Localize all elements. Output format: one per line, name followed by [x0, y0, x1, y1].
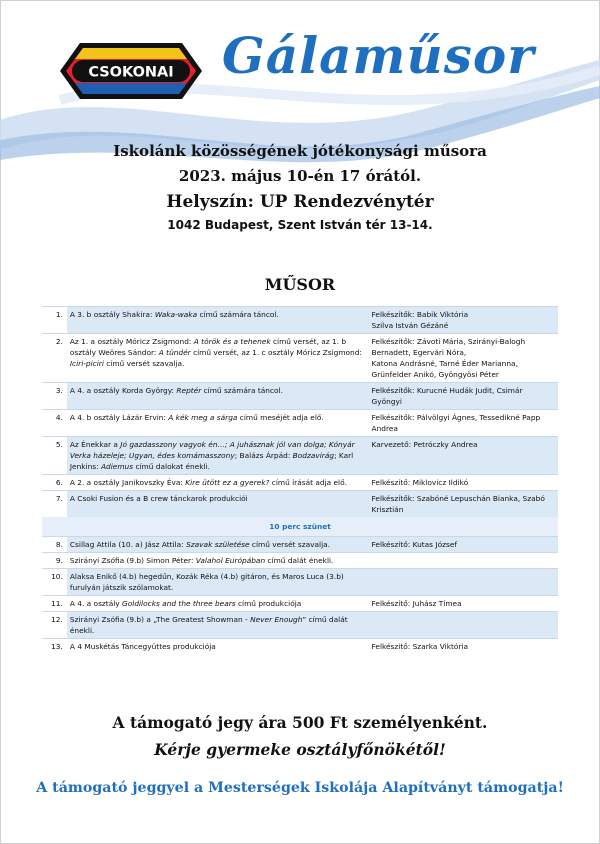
work-title: Never Enough — [250, 615, 303, 624]
description-text: Alaksa Enikő (4.b) hegedűn, Kozák Réka (4.b) gitáron, és Maros Luca (3.b) furulyán játszik szólamokat. — [69, 572, 344, 592]
program-staff: Felkészítők: Babik Viktória Szilva István Gézáné — [369, 307, 558, 334]
description-text: című produkciója — [235, 599, 302, 608]
program-description — [67, 475, 369, 491]
work-title: ; A juhásznak jól van dolga; Kónyár Verka házeleje; Ugyan, édes komámasszony — [69, 440, 355, 460]
description-text: című írását adja elő. — [269, 478, 347, 487]
description-text: című dalát énekli. — [265, 556, 334, 565]
program-staff: Felkészítő: Szarka Viktória — [369, 639, 558, 655]
program-number: 11. — [42, 596, 67, 612]
program-row — [42, 537, 558, 553]
program-number: 4. — [42, 410, 67, 437]
description-text: című meséjét adja elő. — [237, 413, 324, 422]
program-description — [67, 537, 369, 553]
program-table — [42, 306, 558, 654]
description-text: című versét szavalja. — [103, 359, 185, 368]
work-title: Goldilocks and the three bears — [122, 599, 236, 608]
description-text: Az Énekkar a — [69, 440, 121, 449]
program-staff: Felkészítők: Závoti Mária, Szirányi-Balogh Bernadett, Egervári Nóra, Katona Andrásné, Tarné Éder Marianna, Grünfelder Anikó, Gyöngyösi Péter — [369, 334, 558, 383]
program-row — [42, 553, 558, 569]
work-title: Valahol Európában — [195, 556, 266, 565]
program-row — [42, 596, 558, 612]
program-number: 13. — [42, 639, 67, 655]
intro-line-2: 2023. május 10-én 17 órától. — [178, 167, 422, 185]
program-description — [67, 437, 369, 475]
page-title: Gálaműsor — [222, 26, 535, 85]
description-text: című számára táncol. — [197, 310, 279, 319]
description-text: Az 1. a osztály Móricz Zsigmond: — [69, 337, 194, 346]
program-staff: Karvezető: Petróczky Andrea — [369, 437, 558, 475]
program-description — [67, 612, 369, 639]
intermission-label: 10 perc szünet — [42, 517, 558, 537]
work-title: A tündér — [158, 348, 191, 357]
description-text: Szirányi Zsófia (9.b) Simon Péter: — [69, 556, 196, 565]
program-number: 6. — [42, 475, 67, 491]
work-title: Reptér — [176, 386, 202, 395]
program-number: 1. — [42, 307, 67, 334]
ticket-price: A támogató jegy ára 500 Ft személyenként. — [112, 713, 488, 732]
logo-text: CSOKONAI — [88, 64, 174, 81]
program-number: 2. — [42, 334, 67, 383]
description-text: Szirányi Zsófia (9.b) a „The Greatest Showman - — [69, 615, 251, 624]
program-number: 7. — [42, 491, 67, 518]
program-staff: Felkészítő: Miklovicz Ildikó — [369, 475, 558, 491]
program-description — [67, 639, 369, 655]
intro-line-1: Iskolánk közösségének jótékonysági műsora — [113, 142, 487, 160]
program-description — [67, 410, 369, 437]
csokonai-logo — [50, 38, 212, 104]
program-number: 12. — [42, 612, 67, 639]
program-staff — [369, 612, 558, 639]
description-text: című versét szavalja. — [249, 540, 331, 549]
description-text: A 2. a osztály Janikovszky Éva: — [69, 478, 186, 487]
work-title: Iciri-piciri — [69, 359, 104, 368]
program-row — [42, 639, 558, 655]
intermission-row — [42, 517, 558, 537]
program-description — [67, 307, 369, 334]
program-number: 3. — [42, 383, 67, 410]
program-description — [67, 491, 369, 518]
description-text: ” című dalát énekli. — [69, 615, 348, 635]
program-description — [67, 553, 369, 569]
program-staff — [369, 569, 558, 596]
program-row — [42, 569, 558, 596]
description-text: című dalokat énekli. — [133, 462, 211, 471]
program-number: 9. — [42, 553, 67, 569]
work-title: Adiemus — [101, 462, 134, 471]
work-title: A kék meg a sárga — [168, 413, 238, 422]
program-row — [42, 491, 558, 518]
section-title: MŰSOR — [264, 275, 336, 294]
program-description — [67, 596, 369, 612]
description-text: című számára táncol. — [201, 386, 283, 395]
program-row — [42, 383, 558, 410]
program-row — [42, 307, 558, 334]
description-text: A 3. b osztály Shakira: — [69, 310, 155, 319]
intro-address: 1042 Budapest, Szent István tér 13-14. — [167, 218, 433, 232]
program-staff — [369, 553, 558, 569]
program-staff: Felkészítők: Kurucné Hudák Judit, Csimár Gyöngyi — [369, 383, 558, 410]
program-description — [67, 383, 369, 410]
work-title: Kire ütött ez a gyerek? — [185, 478, 270, 487]
ticket-instruction: Kérje gyermeke osztályfőnökétől! — [154, 740, 446, 759]
work-title: Jó gazdasszony vagyok én… — [120, 440, 225, 449]
work-title: Bodzavirág — [292, 451, 335, 460]
program-row — [42, 334, 558, 383]
program-staff: Felkészítők: Pálvölgyi Ágnes, Tessedikné Papp Andrea — [369, 410, 558, 437]
program-row — [42, 475, 558, 491]
program-description — [67, 334, 369, 383]
program-staff: Felkészítő: Juhász Tímea — [369, 596, 558, 612]
work-title: A török és a tehenek — [193, 337, 271, 346]
program-description — [67, 569, 369, 596]
intro-location: Helyszín: UP Rendezvénytér — [166, 192, 434, 212]
program-number: 5. — [42, 437, 67, 475]
program-row — [42, 437, 558, 475]
description-text: ; Balázs Árpád: — [234, 451, 293, 460]
description-text: A 4. a osztály Korda György: — [69, 386, 177, 395]
description-text: A Csoki Fusion és a B crew tánckarok produkciói — [69, 494, 248, 503]
program-row — [42, 612, 558, 639]
work-title: Szavak születése — [186, 540, 250, 549]
description-text: Csillag Attila (10. a) Jász Attila: — [69, 540, 187, 549]
description-text: című versét, az 1. b osztály Weöres Sándor: — [69, 337, 347, 357]
work-title: Waka-waka — [154, 310, 198, 319]
program-staff: Felkészítő: Kutas József — [369, 537, 558, 553]
program-number: 8. — [42, 537, 67, 553]
program-row — [42, 410, 558, 437]
program-staff: Felkészítők: Szabóné Lepuschán Bianka, Szabó Krisztián — [369, 491, 558, 518]
description-text: ; Karl Jenkins: — [69, 451, 354, 471]
description-text: A 4. b osztály Lázár Ervin: — [69, 413, 169, 422]
description-text: című versét, az 1. c osztály Móricz Zsigmond: — [190, 348, 362, 357]
description-text: A 4 Muskétás Táncegyüttes produkciója — [69, 642, 216, 651]
foundation-note: A támogató jeggyel a Mesterségek Iskolája Alapítványt támogatja! — [36, 780, 564, 796]
program-number: 10. — [42, 569, 67, 596]
description-text: A 4. a osztály — [69, 599, 123, 608]
